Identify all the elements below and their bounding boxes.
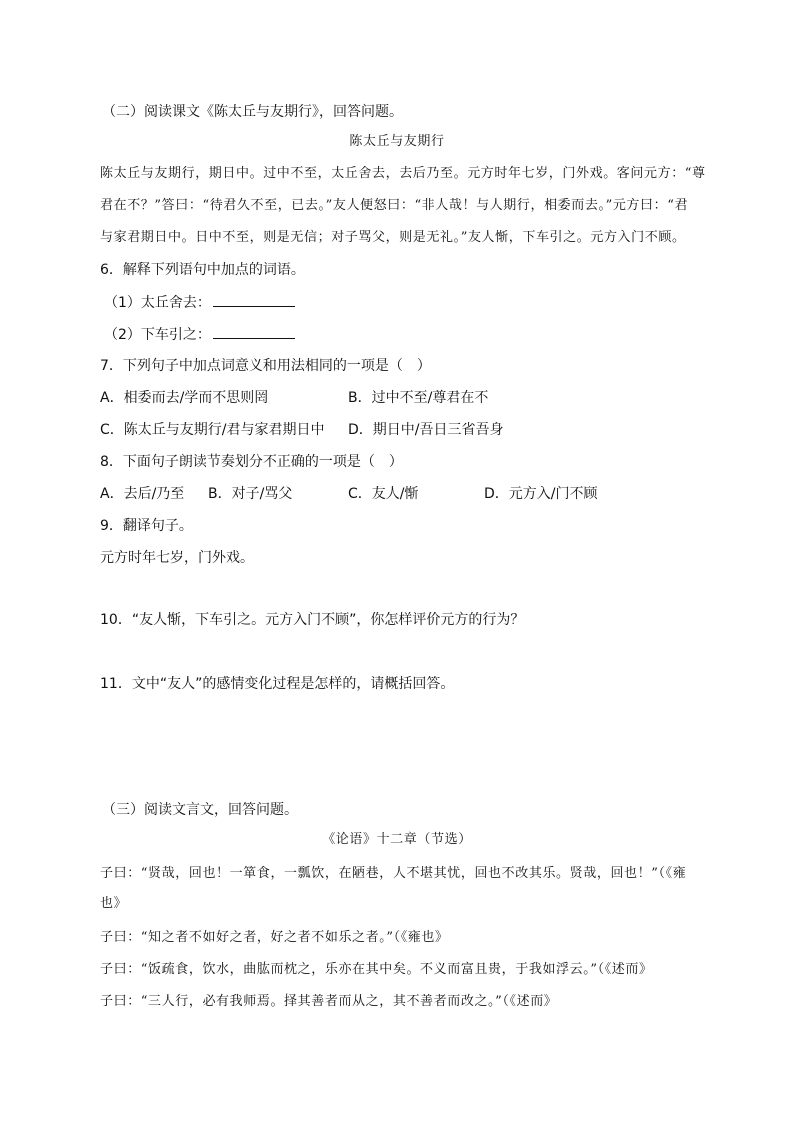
passage-line: 与家君期日中。日中不至，则是无信；对子骂父，则是无礼。”友人惭，下车引之。元方入门不顾。 xyxy=(100,230,686,245)
option-b: B．对子/骂父 xyxy=(208,486,293,502)
question-9-sentence: 元方时年七岁，门外戏。 xyxy=(100,550,254,566)
section-2-heading: （二）阅读课文《陈太丘与友期行》，回答问题。 xyxy=(102,104,403,120)
question-6-item xyxy=(104,324,295,345)
passage-title: 陈太丘与友期行 xyxy=(349,134,445,149)
analects-title: 《论语》十二章（节选） xyxy=(322,832,472,847)
item-label: （1）太丘舍去： xyxy=(104,295,211,311)
question-8-stem: 8．下面句子朗读节奏划分不正确的一项是（ ） xyxy=(100,454,403,470)
question-7-options-row xyxy=(100,420,700,440)
analects-line: 子曰：“贤哉，回也！一箪食，一瓢饮，在陋巷，人不堪其忧，回也不改其乐。贤哉，回也！”（《雍 xyxy=(100,866,687,881)
passage-line: 君在不？”答曰：“待君久不至，已去。”友人便怒曰：“非人哉！与人期行，相委而去。”元方曰：“君 xyxy=(100,198,689,213)
analects-line: 子曰：“饭疏食，饮水，曲肱而枕之，乐亦在其中矣。不义而富且贵，于我如浮云。”（《述而》 xyxy=(100,962,653,977)
item-label: （2）下车引之： xyxy=(104,327,211,343)
section-3-heading: （三）阅读文言文，回答问题。 xyxy=(102,802,298,818)
answer-blank[interactable] xyxy=(213,324,295,339)
option-c: C．友人/惭 xyxy=(348,486,419,502)
question-6-stem: 6．解释下列语句中加点的词语。 xyxy=(100,262,305,278)
question-8-options-row xyxy=(100,484,700,504)
question-7-stem: 7．下列句子中加点词意义和用法相同的一项是（ ） xyxy=(100,358,431,374)
analects-line: 子曰：“知之者不如好之者，好之者不如乐之者。”（《雍也》 xyxy=(100,930,449,945)
option-b: B．过中不至/尊君在不 xyxy=(348,390,489,406)
analects-line: 也》 xyxy=(100,896,128,911)
answer-blank[interactable] xyxy=(213,292,295,307)
question-9-stem: 9．翻译句子。 xyxy=(100,518,193,534)
question-10-stem: 10．“友人惭，下车引之。元方入门不顾”，你怎样评价元方的行为？ xyxy=(100,612,525,628)
option-c: C．陈太丘与友期行/君与家君期日中 xyxy=(100,422,325,438)
passage-line: 陈太丘与友期行，期日中。过中不至，太丘舍去，去后乃至。元方时年七岁，门外戏。客问元方：“尊 xyxy=(100,166,706,181)
question-6-item xyxy=(104,292,295,313)
option-a: A．去后/乃至 xyxy=(100,486,185,502)
analects-line: 子曰：“三人行，必有我师焉。择其善者而从之，其不善者而改之。”（《述而》 xyxy=(100,994,558,1009)
question-11-stem: 11．文中“友人”的感情变化过程是怎样的，请概括回答。 xyxy=(100,676,455,692)
question-7-options-row xyxy=(100,388,700,408)
option-d: D．元方入/门不顾 xyxy=(484,486,598,502)
option-d: D．期日中/吾日三省吾身 xyxy=(348,422,504,438)
option-a: A．相委而去/学而不思则罔 xyxy=(100,390,269,406)
